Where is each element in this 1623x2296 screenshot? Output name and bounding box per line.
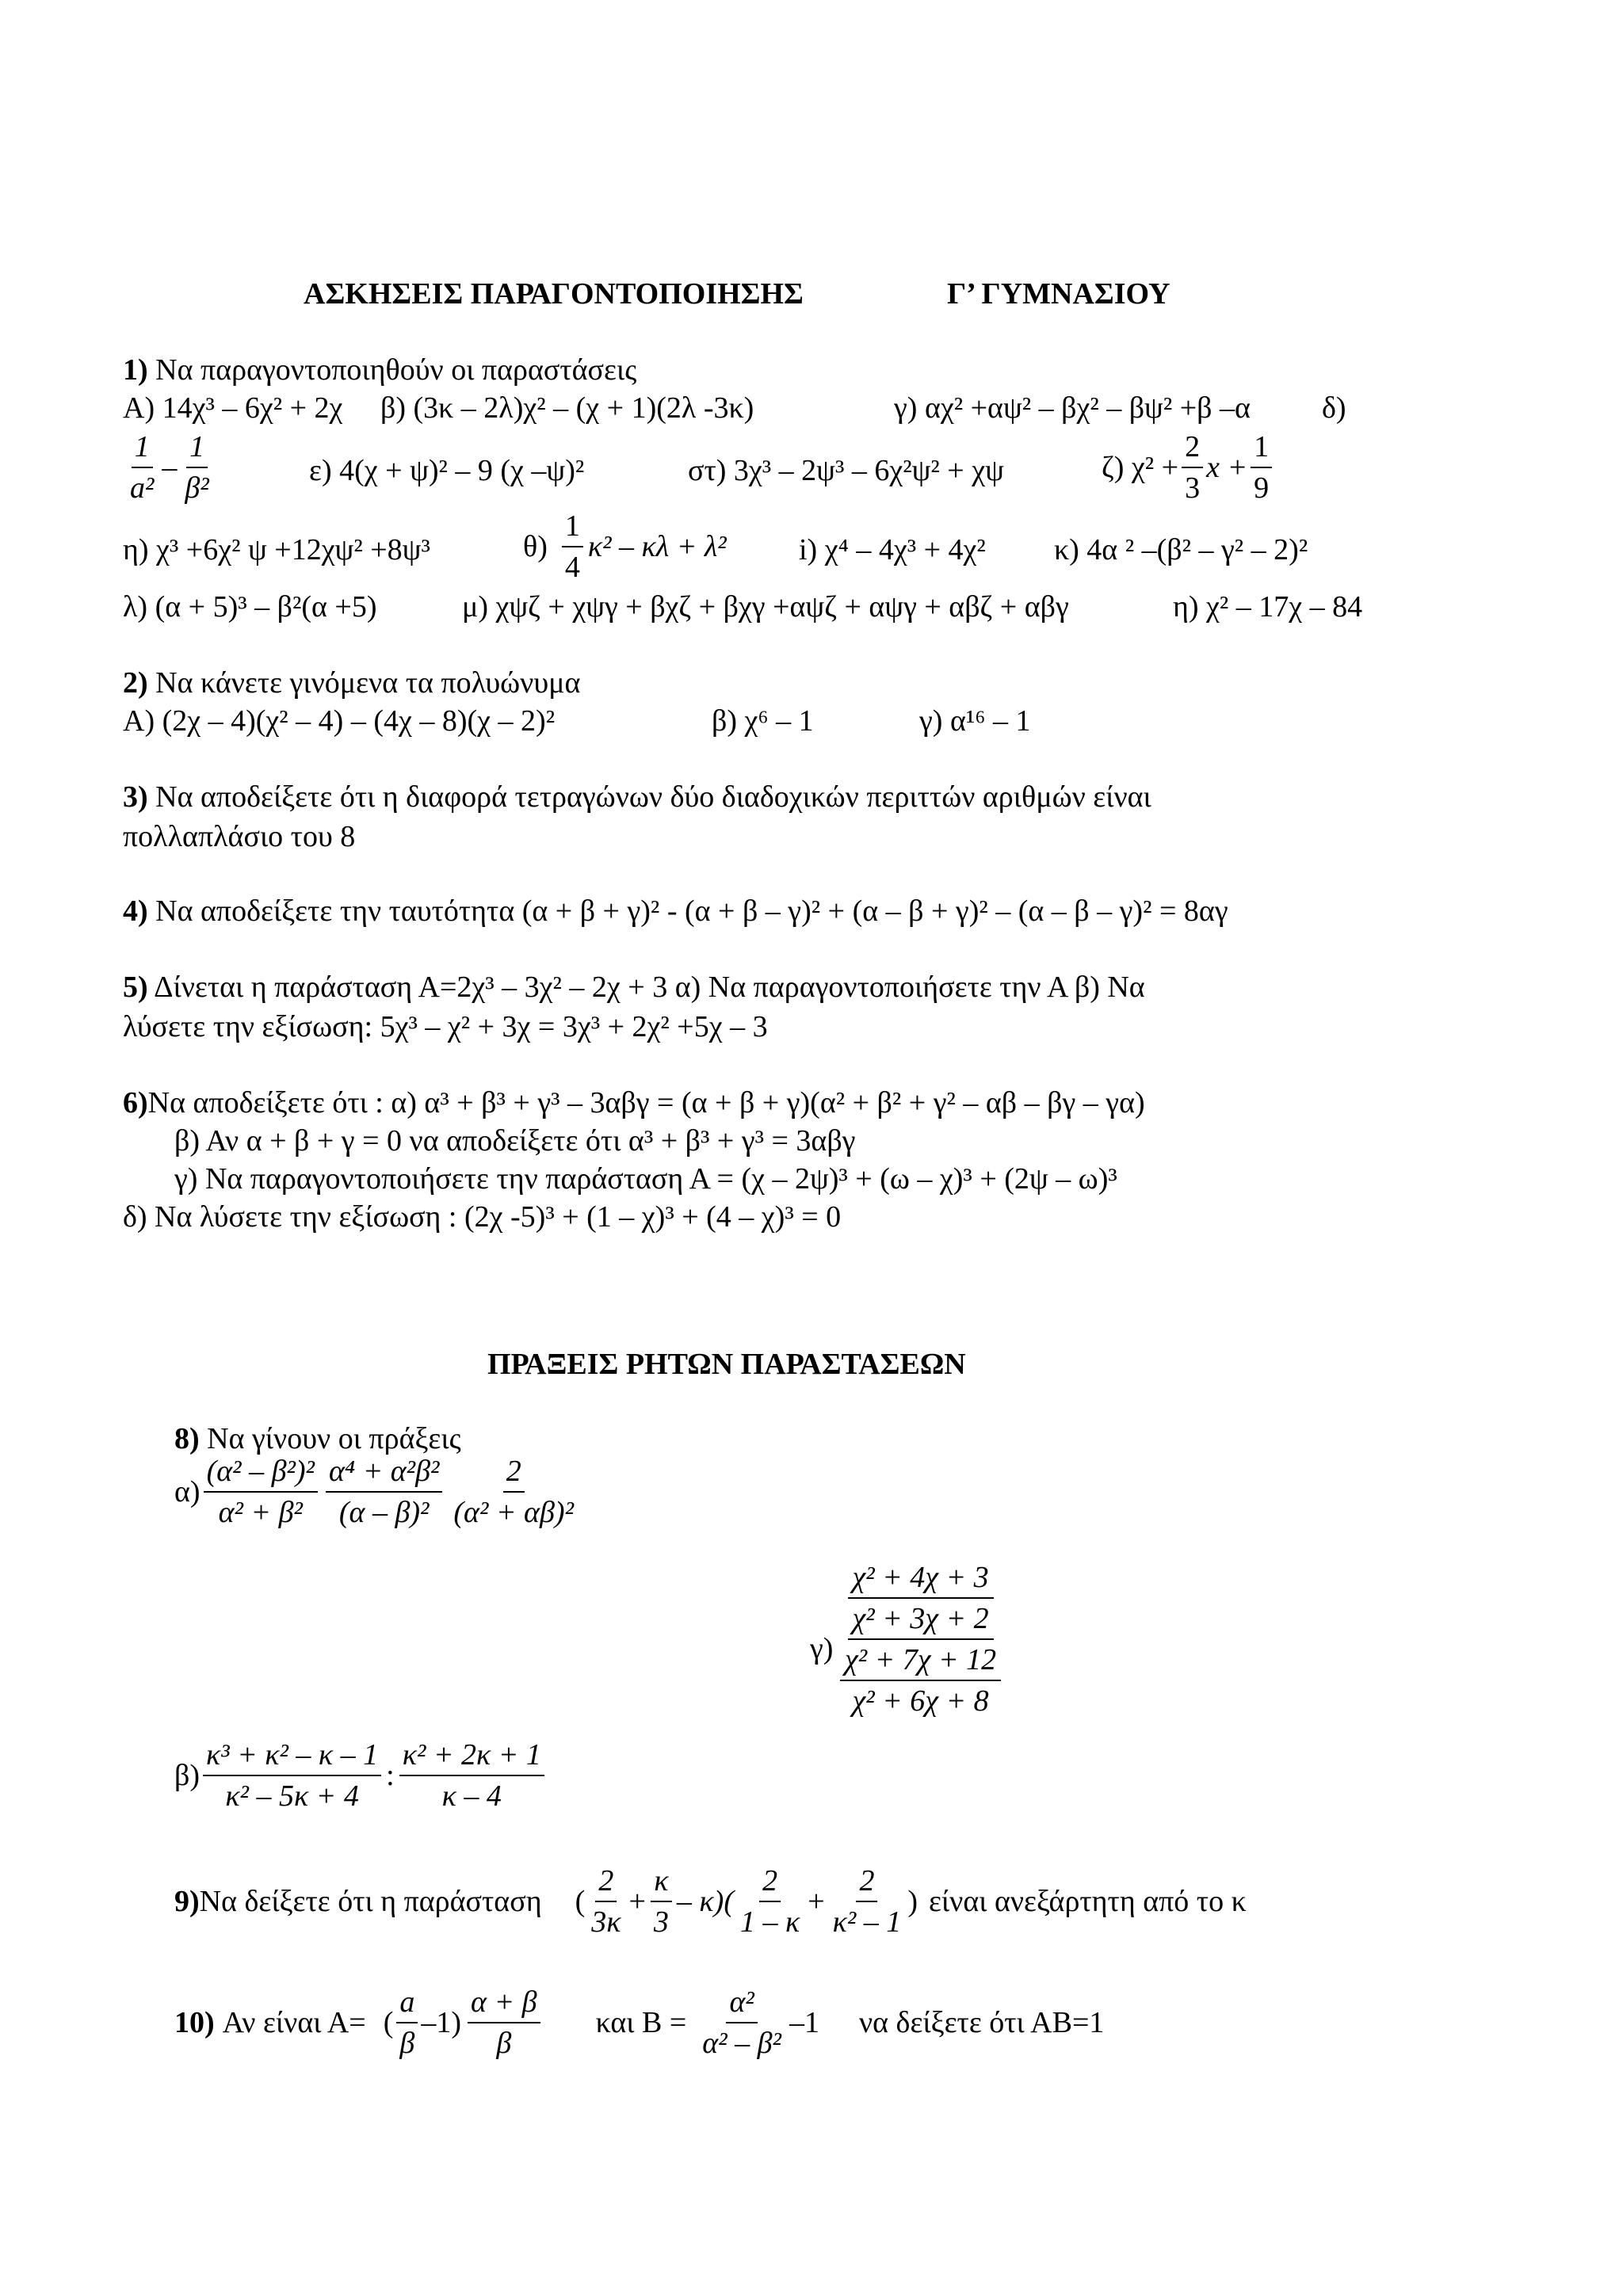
fraction: $\frac{1}{4}$ — [562, 511, 583, 582]
exercise-1-heading — [123, 355, 636, 385]
exercise-text: Να παραγοντοποιηθούν οι παραστάσεις — [155, 353, 637, 387]
ex2-a: Α) (2χ – 4)(χ² – 4) – (4χ – 8)(χ – 2)² — [123, 704, 556, 738]
fraction: $\frac{\text{α⁴ + α²β²}}{\text{(α – β)²}}$ — [326, 1456, 442, 1527]
ex1-eta: η) χ³ +6χ² ψ +12χψ² +8ψ³ — [123, 533, 430, 566]
ex6-b: β) Αν α + β + γ = 0 να αποδείξετε ότι α³ + β³ + γ³ = 3αβγ — [174, 1124, 856, 1158]
exercise-6-heading: 6)Να αποδείξετε ότι : α) α³ + β³ + γ³ – 3αβγ = (α + β + γ)(α² + β² + γ² – αβ – βγ – γα) — [123, 1086, 1145, 1119]
ex1-eta2: η) χ² – 17χ – 84 — [1173, 590, 1363, 624]
ex6-d: δ) Να λύσετε την εξίσωση : (2χ -5)³ + (1 – χ)³ + (4 – χ)³ = 0 — [123, 1200, 842, 1234]
fraction: $\frac{a}{\beta}$ — [396, 1987, 418, 2058]
ex5-text2: λύσετε την εξίσωση: 5χ³ – χ² + 3χ = 3χ³ + 2χ² +5χ – 3 — [123, 1010, 768, 1043]
exercise-4-heading: 4) Να αποδείξετε την ταυτότητα (α + β + γ)² - (α + β – γ)² + (α – β + γ)² – (α – β – γ)² = 8αγ — [123, 894, 1228, 928]
ex1-e: ε) 4(χ + ψ)² – 9 (χ –ψ)² — [309, 454, 585, 487]
ex6-g: γ) Να παραγοντοποιήσετε την παράσταση Α = (χ – 2ψ)³ + (ω – χ)³ + (2ψ – ω)³ — [174, 1162, 1117, 1196]
ex1-line-d: δ) — [1322, 391, 1346, 425]
exercise-8-heading: 8) Να γίνουν οι πράξεις — [174, 1422, 461, 1455]
fraction: $\frac{1}{\text{β²}}$ — [185, 430, 209, 505]
ex2-g: γ) α¹⁶ – 1 — [919, 704, 1031, 738]
fraction: $\frac{\alpha + \beta}{\beta}$ — [468, 1987, 540, 2058]
ex1-d-expression: $\frac{1}{\text{a²}}$ – $\frac{1}{\text{β²}}$ — [127, 432, 212, 503]
section-title: ΠΡΑΞΕΙΣ ΡΗΤΩΝ ΠΑΡΑΣΤΑΣΕΩΝ — [487, 1348, 966, 1381]
fraction: $\frac{\text{κ³ + κ² – κ – 1}}{\text{κ² – 5κ + 4}}$ — [203, 1740, 381, 1811]
exercise-9: 9) Να δείξετε ότι η παράσταση ( $\frac{2}{3\kappa}$ + $\frac{\kappa}{3}$ – κ)( $\frac{2}{1 - \kappa}$ + $\frac{2}{\text{κ² – 1}}$ ) είναι ανεξάρτητη από το κ — [174, 1864, 1247, 1939]
ex1-theta-expression: θ) $\frac{1}{4}$ κ² – κλ + λ² — [523, 509, 727, 584]
fraction: $\frac{2}{3}$ — [1182, 432, 1203, 503]
exercise-10: 10) Αν είναι Α= ( $\frac{a}{\beta}$ –1) $\frac{\alpha + \beta}{\beta}$ και Β = $\frac{\text{α²}}{\text{α² – β²}}$ –1 να δείξετε ότι ΑΒ=1 — [174, 1985, 1105, 2060]
exercise-number: 1) — [123, 353, 148, 387]
page-title: ΑΣΚΗΣΕΙΣ ΠΑΡΑΓΟΝΤΟΠΟΙΗΣΗΣ — [304, 277, 804, 311]
exercise-2-heading: 2) Να κάνετε γινόμενα τα πολυώνυμα — [123, 666, 581, 700]
exercise-5-heading: 5) Δίνεται η παράσταση Α=2χ³ – 3χ² – 2χ + 3 α) Να παραγοντοποιήσετε την Α β) Να — [123, 971, 1145, 1004]
fraction: $\frac{\kappa}{3}$ — [651, 1866, 672, 1937]
fraction: $\frac{\text{α²}}{\text{α² – β²}}$ — [702, 1985, 781, 2060]
ex1-line-a: Α) 14χ³ – 6χ² + 2χ — [123, 391, 343, 425]
ex3-text2: πολλαπλάσιο του 8 — [123, 820, 356, 853]
ex2-b: β) χ⁶ – 1 — [712, 704, 814, 738]
fraction: $\frac{1}{\text{a²}}$ — [130, 430, 155, 505]
exercise-3-heading: 3) Να αποδείξετε ότι η διαφορά τετραγώνων δύο διαδοχικών περιττών αριθμών είναι — [123, 780, 1151, 814]
fraction: $\frac{1}{9}$ — [1251, 432, 1272, 503]
ex8-g-label: γ) — [810, 1632, 834, 1665]
ex8-b-expression: β) $\frac{\text{κ³ + κ² – κ – 1}}{\text{κ² – 5κ + 4}}$ : $\frac{\text{κ² + 2κ + 1}}{\kappa - 4}$ — [174, 1740, 544, 1811]
fraction: $\frac{2}{\text{κ² – 1}}$ — [832, 1864, 902, 1939]
ex8-a-expression: α) $\frac{\text{(α² – β²)²}}{\text{α² + β²}}$ $\frac{\text{α⁴ + α²β²}}{\text{(α – β)²}}$ $\frac{2}{\text{(α² + αβ)²}}$ — [174, 1456, 577, 1527]
ex1-k: κ) 4α ² –(β² – γ² – 2)² — [1054, 533, 1308, 566]
ex8-g-complex-fraction: χ² + 4χ + 3 χ² + 3χ + 2 χ² + 7χ + 12 χ² + 6χ + 8 — [840, 1558, 1001, 1721]
fraction: $\frac{\text{(α² – β²)²}}{\text{α² + β²}}$ — [204, 1456, 318, 1527]
ex1-i: i) χ⁴ – 4χ³ + 4χ² — [799, 533, 986, 566]
fraction: $\frac{2}{\text{(α² + αβ)²}}$ — [453, 1455, 574, 1529]
ex1-m: μ) χψζ + χψγ + βχζ + βχγ +αψζ + αψγ + αβζ + αβγ — [462, 590, 1069, 624]
fraction: $\frac{\text{κ² + 2κ + 1}}{\kappa - 4}$ — [399, 1740, 544, 1811]
ex1-line-b: β) (3κ – 2λ)χ² – (χ + 1)(2λ -3κ) — [380, 391, 754, 425]
ex1-line-g: γ) αχ² +αψ² – βχ² – βψ² +β –α — [894, 391, 1251, 425]
ex1-st: στ) 3χ³ – 2ψ³ – 6χ²ψ² + χψ — [688, 454, 1004, 487]
fraction: $\frac{2}{1 - \kappa}$ — [739, 1864, 800, 1939]
ex1-z-expression: ζ) χ² + $\frac{2}{3}$ x + $\frac{1}{9}$ — [1102, 432, 1272, 503]
fraction: $\frac{2}{3\kappa}$ — [591, 1864, 621, 1939]
page-subtitle: Γ’ ΓΥΜΝΑΣΙΟΥ — [947, 277, 1170, 311]
ex1-l: λ) (α + 5)³ – β²(α +5) — [123, 590, 377, 624]
